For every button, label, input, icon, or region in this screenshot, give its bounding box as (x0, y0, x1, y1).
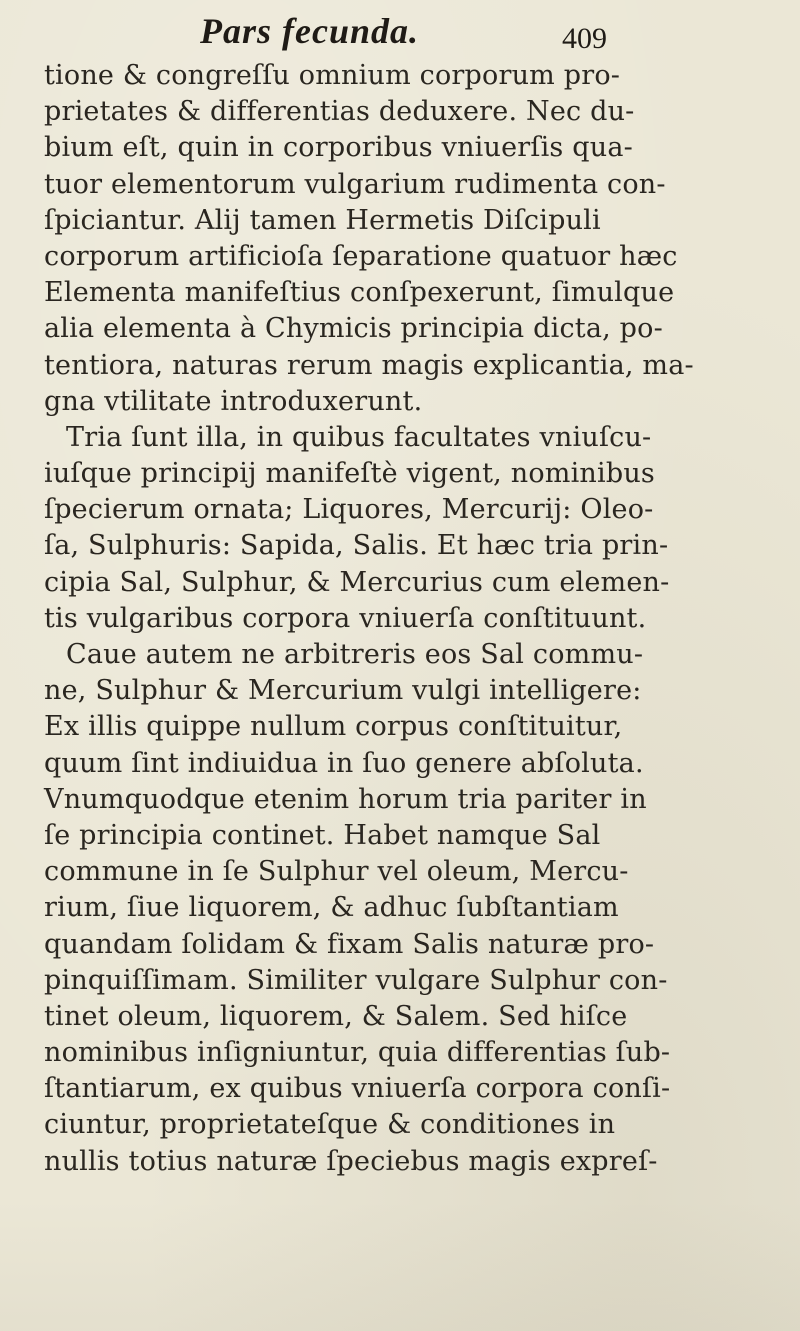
text-line: pinquiſſimam. Similiter vulgare Sulphur con- (44, 964, 668, 996)
text-line: alia elementa à Chymicis principia dicta, po- (44, 313, 663, 345)
body-text (44, 58, 764, 1180)
text-line: ciuntur, proprietateſque & conditiones in (44, 1109, 616, 1141)
text-line: tinet oleum, liquorem, & Salem. Sed hiſce (44, 1000, 628, 1032)
text-line: ne, Sulphur & Mercurium vulgi intelligere: (44, 675, 642, 707)
page-header (0, 10, 800, 62)
text-line: nominibus inſigniuntur, quia differentias ſub- (44, 1037, 671, 1069)
page-bottom-margin (0, 1200, 800, 1331)
text-line: corporum artificioſa ſeparatione quatuor hæc (44, 240, 678, 272)
text-line: prietates & differentias deduxere. Nec du- (44, 96, 635, 128)
text-line: quum ſint indiuidua in ſuo genere abſoluta. (44, 747, 644, 779)
paragraph-start-line: Tria ſunt illa, in quibus facultates vniuſcu- (66, 421, 652, 453)
text-line: Vnumquodque etenim horum tria pariter in (44, 783, 647, 815)
page-number: 409 (562, 22, 607, 55)
text-line: quandam ſolidam & fixam Salis naturæ pro- (44, 928, 655, 960)
text-line: tentiora, naturas rerum magis explicantia, ma- (44, 349, 694, 381)
text-line: bium eſt, quin in corporibus vniuerſis qua- (44, 132, 633, 164)
paragraph-start-line: Caue autem ne arbitreris eos Sal commu- (66, 639, 644, 670)
text-line: ſa, Sulphuris: Sapida, Salis. Et hæc tria prin- (44, 530, 669, 562)
text-line: ſpiciantur. Alij tamen Hermetis Diſcipuli (44, 204, 601, 236)
text-line: iuſque principij manifeſtè vigent, nominibus (44, 458, 655, 490)
text-line: Ex illis quippe nullum corpus conſtituitur, (44, 711, 623, 743)
text-line: gna vtilitate introduxerunt. (44, 385, 423, 417)
text-line: nullis totius naturæ ſpeciebus magis expreſ- (44, 1145, 658, 1177)
text-line: tis vulgaribus corpora vniuerſa conſtituunt. (44, 602, 647, 634)
text-line: Elementa manifeſtius conſpexerunt, ſimulque (44, 277, 675, 309)
text-line: tione & congreſſu omnium corporum pro- (44, 60, 621, 91)
text-line: rium, ſiue liquorem, & adhuc ſubſtantiam (44, 892, 619, 924)
text-line: ſe principia continet. Habet namque Sal (44, 819, 601, 851)
running-head: Pars fecunda. (200, 11, 419, 51)
text-line: tuor elementorum vulgarium rudimenta con- (44, 168, 666, 200)
text-line: cipia Sal, Sulphur, & Mercurius cum elemen- (44, 566, 670, 598)
text-line: commune in ſe Sulphur vel oleum, Mercu- (44, 856, 629, 888)
text-line: ſtantiarum, ex quibus vniuerſa corpora conſi- (44, 1073, 671, 1105)
text-line: ſpecierum ornata; Liquores, Mercurij: Oleo- (44, 494, 654, 526)
